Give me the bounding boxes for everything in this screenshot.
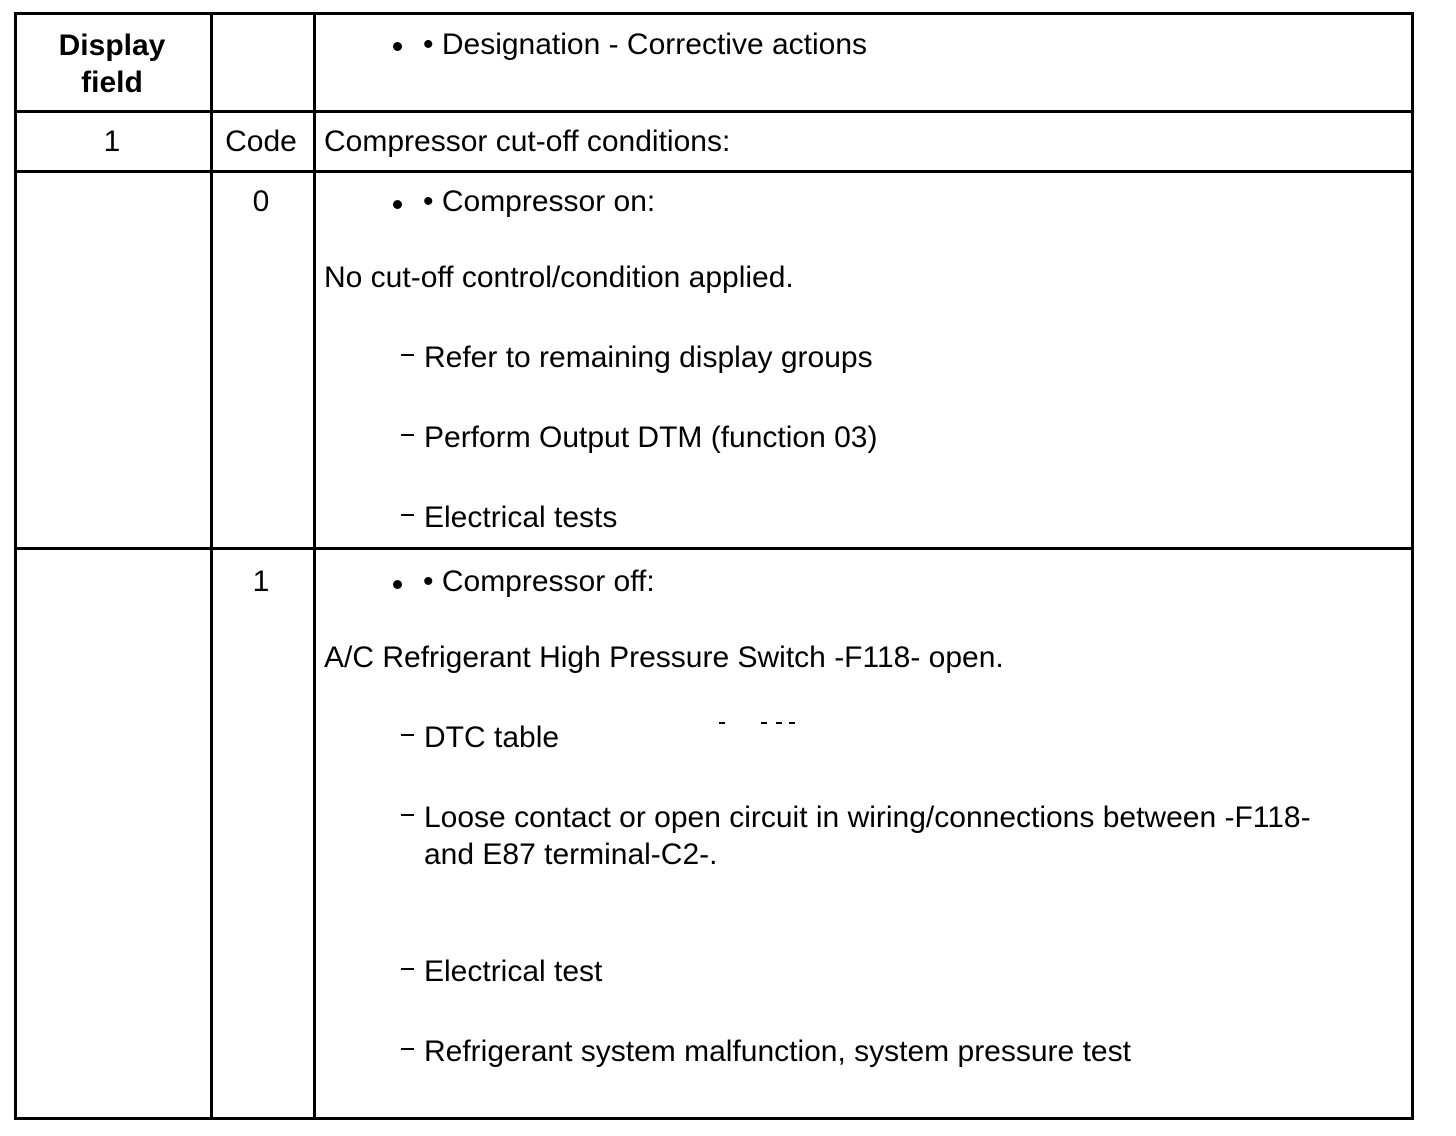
dash-icon	[401, 1048, 414, 1050]
code-0-action-1: Refer to remaining display groups	[424, 341, 873, 374]
dash-icon	[401, 354, 414, 356]
header-display-field: Display field	[58, 29, 166, 99]
code-1-action-1: DTC table	[424, 721, 560, 754]
code-1-action-4: Refrigerant system malfunction, system pressure test	[424, 1035, 1131, 1068]
dash-icon	[401, 434, 414, 436]
dash-icon	[401, 734, 414, 736]
cutoff-conditions-title: Compressor cut-off conditions:	[324, 125, 731, 158]
dash-icon	[401, 514, 414, 516]
dash-icon	[401, 968, 414, 970]
scan-artifact	[719, 722, 725, 724]
bullet-icon	[393, 200, 402, 209]
code-0-action-2: Perform Output DTM (function 03)	[424, 421, 878, 454]
dash-icon	[401, 814, 414, 816]
compressor-on-heading: • Compressor on:	[423, 185, 656, 218]
code-1-action-3: Electrical test	[424, 955, 603, 988]
code-1-action-2: Loose contact or open circuit in wiring/connections between -F118- and E87 terminal-C2-.	[424, 801, 1311, 871]
compressor-off-heading: • Compressor off:	[423, 565, 655, 598]
header-designation: • Designation - Corrective actions	[423, 28, 868, 61]
code-label: Code	[225, 125, 297, 158]
row-divider-header	[17, 110, 1411, 113]
code-0-value: 0	[252, 185, 270, 218]
scan-artifact	[761, 722, 767, 724]
compressor-on-description: No cut-off control/condition applied.	[324, 261, 794, 294]
row-divider-field1	[17, 170, 1411, 173]
bullet-icon	[393, 580, 402, 589]
compressor-off-description: A/C Refrigerant High Pressure Switch -F118- open.	[324, 641, 1004, 674]
scan-artifact	[789, 722, 795, 724]
code-1-value: 1	[252, 565, 270, 598]
scan-artifact	[776, 722, 782, 724]
field-number: 1	[103, 125, 121, 158]
code-0-action-3: Electrical tests	[424, 501, 618, 534]
bullet-icon	[393, 42, 402, 51]
row-divider-code0	[17, 547, 1411, 550]
column-divider-2	[313, 15, 316, 1117]
